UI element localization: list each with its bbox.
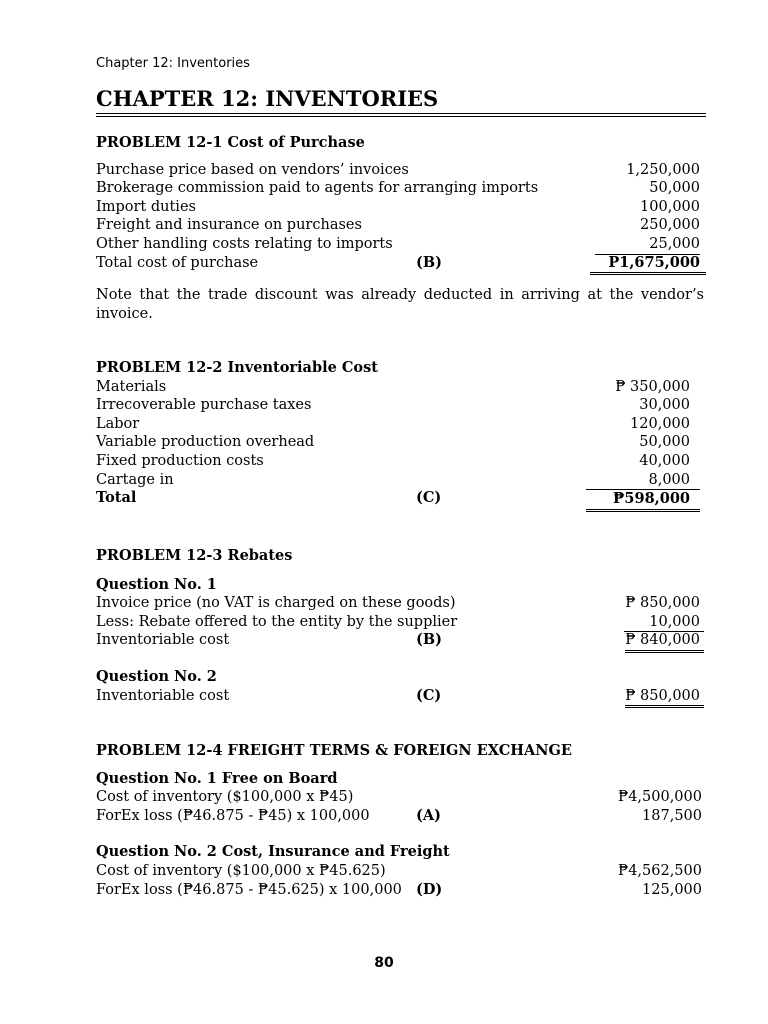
problem-heading: PROBLEM 12-4 FREIGHT TERMS & FOREIGN EXCHANGE (96, 742, 572, 759)
row-label: Inventoriable cost (96, 632, 230, 649)
row-amount: 50,000 (639, 434, 690, 451)
answer-tag: (B) (416, 253, 442, 271)
answer-tag: (B) (416, 631, 442, 649)
row-label: ForEx loss (₱46.875 - ₱45) x 100,000 (96, 807, 370, 824)
table-row (96, 216, 706, 235)
problem-12-1 (96, 134, 706, 272)
row-amount: ₱4,500,000 (617, 789, 702, 806)
row-amount: ₱ 850,000 (625, 687, 704, 709)
table-row (96, 862, 706, 881)
total-row (96, 489, 706, 508)
question-heading: Question No. 1 Free on Board (96, 769, 338, 787)
row-label: Fixed production costs (96, 452, 264, 469)
table-row (96, 807, 706, 826)
question-heading: Question No. 2 Cost, Insurance and Freight (96, 843, 450, 861)
row-label: Total cost of purchase (96, 254, 259, 271)
table-row (96, 471, 706, 490)
problem-heading: PROBLEM 12-3 Rebates (96, 547, 293, 564)
total-row (96, 254, 706, 273)
chapter-title: CHAPTER 12: INVENTORIES (96, 86, 439, 111)
row-label: ForEx loss (₱46.875 - ₱45.625) x 100,000 (96, 881, 402, 898)
row-label: Invoice price (no VAT is charged on these goods) (96, 595, 456, 612)
row-label: Irrecoverable purchase taxes (96, 397, 312, 414)
table-row (96, 452, 706, 471)
answer-tag: (C) (416, 489, 442, 507)
problem-heading: PROBLEM 12-1 Cost of Purchase (96, 134, 365, 151)
page-number: 80 (374, 955, 394, 971)
row-amount: 50,000 (649, 180, 700, 197)
row-label: Less: Rebate offered to the entity by the supplier (96, 613, 458, 630)
table-row (96, 415, 706, 434)
row-label: Purchase price based on vendors’ invoices (96, 161, 409, 178)
row-amount: 125,000 (642, 881, 702, 898)
row-amount: 1,250,000 (626, 161, 700, 178)
row-label: Total (96, 489, 137, 507)
row-amount: 30,000 (639, 397, 690, 414)
row-amount: ₱4,562,500 (617, 862, 702, 879)
question-heading: Question No. 2 (96, 667, 217, 685)
row-amount: 25,000 (595, 235, 700, 255)
table-row (96, 788, 706, 807)
table-row (96, 433, 706, 452)
row-amount: 40,000 (639, 452, 690, 469)
answer-tag: (A) (416, 806, 441, 824)
row-amount: 8,000 (648, 471, 690, 488)
problem-12-2 (96, 359, 706, 508)
problem-heading: PROBLEM 12-2 Inventoriable Cost (96, 359, 378, 376)
table-row (96, 613, 706, 632)
row-amount: 250,000 (640, 217, 700, 234)
row-amount: 100,000 (640, 198, 700, 215)
row-amount: 10,000 (624, 613, 704, 633)
question-heading: Question No. 1 (96, 575, 217, 593)
note-paragraph: Note that the trade discount was already deducted in arriving at the vendor’s invoice. (96, 287, 704, 322)
row-label: Labor (96, 415, 140, 432)
total-row (96, 687, 706, 706)
row-amount: 120,000 (630, 415, 690, 432)
row-label: Cartage in (96, 471, 174, 488)
answer-tag: (C) (416, 686, 442, 704)
row-label: Cost of inventory ($100,000 x ₱45) (96, 789, 354, 806)
table-row (96, 396, 706, 415)
table-row (96, 179, 706, 198)
row-label: Cost of inventory ($100,000 x ₱45.625) (96, 862, 386, 879)
total-row (96, 631, 706, 650)
row-label: Import duties (96, 198, 196, 215)
row-label: Other handling costs relating to imports (96, 235, 393, 252)
problem-12-3 (96, 547, 706, 705)
row-amount: 187,500 (642, 807, 702, 824)
problem-12-4 (96, 742, 706, 899)
row-label: Materials (96, 378, 167, 395)
row-amount: ₱ 350,000 (615, 378, 690, 395)
row-amount: P1,675,000 (590, 254, 706, 276)
answer-tag: (D) (416, 880, 443, 898)
table-row (96, 881, 706, 900)
running-header: Chapter 12: Inventories (96, 56, 250, 71)
table-row (96, 198, 706, 217)
row-amount: ₱598,000 (586, 489, 700, 512)
title-rule (96, 113, 706, 117)
table-row (96, 594, 706, 613)
row-label: Inventoriable cost (96, 687, 230, 704)
row-label: Brokerage commission paid to agents for arranging imports (96, 180, 539, 197)
table-row (96, 235, 706, 254)
row-label: Variable production overhead (96, 434, 315, 451)
row-amount: ₱ 850,000 (625, 595, 700, 612)
row-label: Freight and insurance on purchases (96, 217, 362, 234)
row-amount: ₱ 840,000 (625, 631, 704, 653)
table-row (96, 378, 706, 397)
table-row (96, 161, 706, 180)
